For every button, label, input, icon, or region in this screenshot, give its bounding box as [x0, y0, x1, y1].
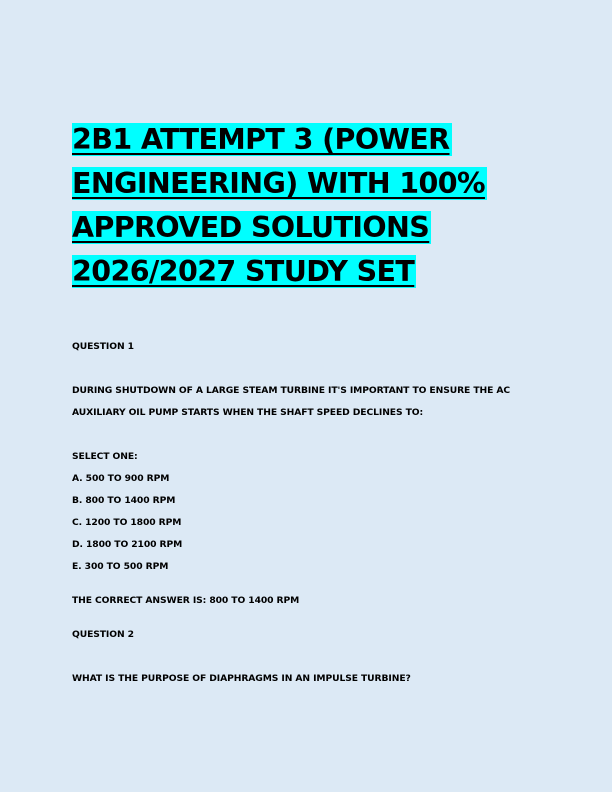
title-line: ENGINEERING) WITH 100%	[72, 167, 485, 200]
question-2-text: WHAT IS THE PURPOSE OF DIAPHRAGMS IN AN IMPULSE TURBINE?	[72, 673, 411, 684]
option-a: A. 500 TO 900 RPM	[72, 473, 170, 484]
option-e: E. 300 TO 500 RPM	[72, 561, 169, 572]
correct-answer: THE CORRECT ANSWER IS: 800 TO 1400 RPM	[72, 595, 300, 606]
option-b: B. 800 TO 1400 RPM	[72, 495, 176, 506]
document-title	[72, 118, 542, 294]
title-line: APPROVED SOLUTIONS	[72, 211, 430, 244]
question-1-heading: QUESTION 1	[72, 341, 134, 352]
option-c: C. 1200 TO 1800 RPM	[72, 517, 182, 528]
question-1-text-line: DURING SHUTDOWN OF A LARGE STEAM TURBINE IT'S IMPORTANT TO ENSURE THE AC	[72, 385, 510, 396]
select-one-label: SELECT ONE:	[72, 451, 138, 462]
option-d: D. 1800 TO 2100 RPM	[72, 539, 183, 550]
title-line: 2B1 ATTEMPT 3 (POWER	[72, 123, 450, 156]
title-line: 2026/2027 STUDY SET	[72, 255, 415, 288]
question-2-heading: QUESTION 2	[72, 629, 134, 640]
question-1-text-line: AUXILIARY OIL PUMP STARTS WHEN THE SHAFT SPEED DECLINES TO:	[72, 407, 424, 418]
